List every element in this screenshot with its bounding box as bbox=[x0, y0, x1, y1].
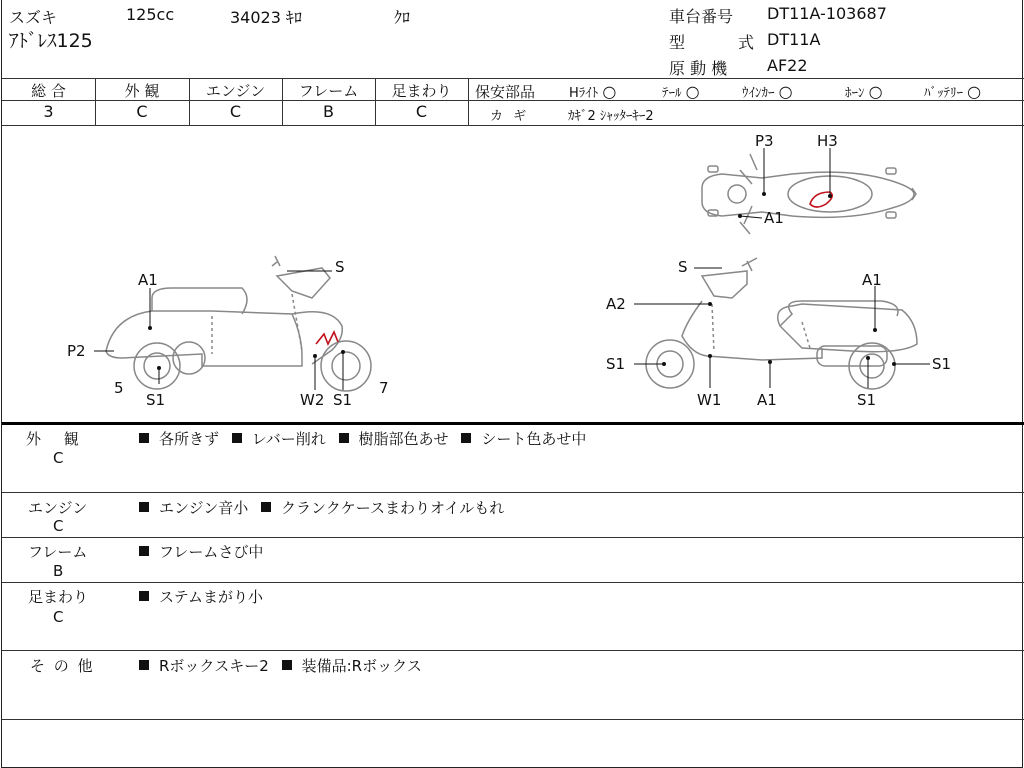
diagram-label: S bbox=[335, 258, 345, 276]
color: ｸﾛ bbox=[394, 8, 411, 27]
diagram-label: P2 bbox=[67, 342, 86, 360]
remark-items-engine: エンジン音小 クランクケースまわりオイルもれ bbox=[139, 497, 512, 518]
type-label-1: 型 bbox=[669, 33, 686, 52]
safety-label: 保安部品 bbox=[475, 83, 536, 101]
safety-item-winker: ｳｲﾝｶｰ ○ bbox=[742, 82, 793, 101]
remark-label-exterior: 外 観 bbox=[26, 430, 79, 448]
frame-no-label: 車台番号 bbox=[669, 7, 734, 26]
diagram-label: A1 bbox=[138, 271, 158, 289]
remark-items-suspension: ステムまがり小 bbox=[139, 586, 271, 607]
safety-item-horn: ﾎｰﾝ ○ bbox=[845, 82, 883, 101]
divider bbox=[2, 492, 1024, 493]
bullet-icon bbox=[139, 660, 149, 670]
remark-label-engine: エンジン bbox=[28, 499, 88, 517]
damage-mark bbox=[316, 332, 338, 344]
safety-mark-icon: ○ bbox=[868, 82, 883, 101]
damage-diagram bbox=[2, 126, 1024, 422]
grade-header-exterior: 外 観 bbox=[124, 82, 160, 100]
divider bbox=[468, 78, 469, 125]
diagram-label: H3 bbox=[817, 132, 838, 150]
divider bbox=[2, 650, 1024, 651]
diagram-label: A1 bbox=[757, 391, 777, 409]
diagram-label: S1 bbox=[146, 391, 166, 409]
grade-engine: C bbox=[229, 102, 242, 121]
diagram-label: W2 bbox=[300, 391, 325, 409]
diagram-label: A1 bbox=[764, 209, 784, 227]
section-divider bbox=[2, 422, 1024, 425]
bullet-icon bbox=[282, 660, 292, 670]
divider bbox=[2, 582, 1024, 583]
frame-no: DT11A-103687 bbox=[767, 4, 887, 23]
diagram-label: S1 bbox=[857, 391, 877, 409]
remark-grade-engine: C bbox=[53, 517, 64, 535]
safety-mark-icon: ○ bbox=[778, 82, 793, 101]
diagram-label: W1 bbox=[697, 391, 722, 409]
damage-mark bbox=[810, 192, 832, 207]
type-value: DT11A bbox=[767, 30, 821, 49]
safety-item-tail: ﾃｰﾙ ○ bbox=[662, 82, 700, 101]
diagram-label: S bbox=[678, 258, 688, 276]
remark-grade-exterior: C bbox=[53, 449, 64, 467]
maker: スズキ bbox=[9, 8, 58, 27]
grade-suspension: C bbox=[415, 102, 428, 121]
diagram-label: 7 bbox=[379, 379, 389, 397]
inspection-sheet bbox=[1, 0, 1023, 768]
safety-mark-icon: ○ bbox=[685, 82, 700, 101]
remark-label-frame: フレーム bbox=[28, 543, 88, 561]
bullet-icon bbox=[139, 502, 149, 512]
divider bbox=[2, 719, 1024, 720]
diagram-label: S1 bbox=[333, 391, 353, 409]
bullet-icon bbox=[461, 433, 471, 443]
remark-items-other: Rボックスキー2 装備品:Rボックス bbox=[139, 655, 430, 676]
remark-label-suspension: 足まわり bbox=[28, 588, 89, 606]
grade-header-frame: フレーム bbox=[298, 82, 359, 100]
grade-total: 3 bbox=[43, 102, 54, 121]
divider bbox=[2, 537, 1024, 538]
remark-items-frame: フレームさび中 bbox=[139, 541, 271, 562]
grade-header-engine: エンジン bbox=[205, 82, 266, 100]
engine-value: AF22 bbox=[767, 56, 808, 75]
bullet-icon bbox=[232, 433, 242, 443]
type-label-2: 式 bbox=[738, 33, 755, 52]
safety-mark-icon: ○ bbox=[967, 82, 982, 101]
safety-mark-icon: ○ bbox=[602, 82, 617, 101]
bullet-icon bbox=[339, 433, 349, 443]
grade-header-suspension: 足まわり bbox=[391, 82, 452, 100]
diagram-label: S1 bbox=[606, 355, 626, 373]
diagram-label: A2 bbox=[606, 295, 626, 313]
diagram-label: S1 bbox=[932, 355, 952, 373]
remark-grade-suspension: C bbox=[53, 608, 64, 626]
remark-label-other: そ の 他 bbox=[30, 657, 93, 675]
diagram-label: P3 bbox=[755, 132, 774, 150]
grade-exterior: C bbox=[136, 102, 148, 121]
grade-frame: B bbox=[323, 102, 334, 121]
safety-item-headlight: Hﾗｲﾄ ○ bbox=[569, 82, 617, 101]
key-value: ｶｷﾞ2 ｼｬｯﾀｰｷｰ2 bbox=[568, 109, 654, 124]
model-name: ｱﾄﾞﾚｽ125 bbox=[9, 30, 93, 52]
safety-item-battery: ﾊﾞｯﾃﾘｰ ○ bbox=[924, 82, 982, 101]
bullet-icon bbox=[139, 591, 149, 601]
engine-label: 原 動 機 bbox=[669, 59, 728, 78]
key-label: カ ギ bbox=[490, 109, 527, 124]
grade-header-total: 総 合 bbox=[31, 82, 66, 100]
bullet-icon bbox=[139, 433, 149, 443]
top-view-scooter bbox=[702, 154, 916, 234]
bullet-icon bbox=[139, 546, 149, 556]
remark-grade-frame: B bbox=[53, 562, 64, 580]
bullet-icon bbox=[261, 502, 271, 512]
diagram-label: 5 bbox=[114, 379, 124, 397]
remark-items-exterior: 各所きず レバー削れ 樹脂部色あせ シート色あせ中 bbox=[139, 428, 594, 449]
displacement: 125cc bbox=[126, 5, 175, 24]
mileage: 34023 ｷﾛ bbox=[230, 8, 302, 27]
diagram-label: A1 bbox=[862, 271, 882, 289]
divider bbox=[2, 78, 1024, 79]
